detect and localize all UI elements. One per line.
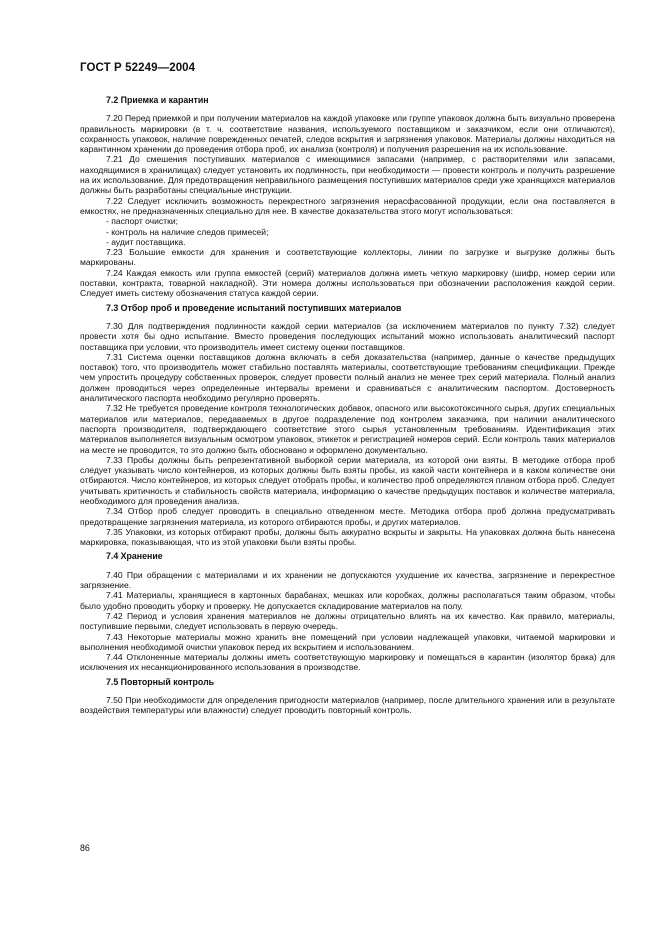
paragraph-7-50: 7.50 При необходимости для определения пригодности материалов (например, после длительного хранения или в результате воздействия температуры или влажности) следует проводить повторный контроль. — [80, 695, 615, 716]
list-item: - контроль на наличие следов примесей; — [106, 226, 269, 237]
paragraph-7-23: 7.23 Большие емкости для хранения и соответствующие коллекторы, линии по загрузке и выгрузке должны быть маркированы. — [80, 247, 615, 268]
paragraph-7-33: 7.33 Пробы должны быть репрезентативной выборкой серии материала, из которой они взяты. В методике отбора проб следует указывать число контейнеров, из которых должны быть взяты пробы, из какой части контейнера и в каком количестве они отбираются. Число контейнеров, из которых следует отобрать пробы, и количество проб определяются планом отбора проб. Следует учитывать критичность и стабильность свойств материала, информацию о качестве предыдущих поставок и количестве материала, необходимого для проведения анализа. — [80, 454, 615, 506]
paragraph-7-41: 7.41 Материалы, хранящиеся в картонных барабанах, мешках или коробках, должны располагаться таким образом, чтобы было удобно проводить уборку и проверку. Не допускается складирование материалов на полу. — [80, 590, 615, 611]
paragraph-7-21: 7.21 До смешения поступивших материалов с имеющимися запасами (например, с растворителями или запасами, находящимися в хранилищах) следует установить их подлинность, при необходимости — провести контроль и получить разрешение на их использование. Для предотвращения неправильного размещения поступивших материалов среди уже хранящихся материалов должны быть разработаны специальные инструкции. — [80, 154, 615, 196]
page-number: 86 — [80, 843, 90, 853]
paragraph-7-32: 7.32 Не требуется проведение контроля технологических добавок, опасного или высокотоксичного сырья, других специальных материалов или материалов, передаваемых в другое подразделение под контролем заказчика, при наличии аналитического паспорта производителя, подтверждающего соответствие этого сырья установленным требованиям. Идентификация этих материалов выполняется визуальным осмотром упаковок, этикеток и регистрацией номеров серий. Если контроль таких материалов на месте не проводится, то это должно быть обосновано и оформлено документально. — [80, 403, 615, 455]
paragraph-7-20: 7.20 Перед приемкой и при получении материалов на каждой упаковке или группе упаковок должна быть визуально проверена правильность маркировки (в т. ч. соответствие названия, используемого поставщиком и заказчиком, если они отличаются), сохранность упаковок, наличие поврежденных печатей, следов вскрытия и загрязнения упаковок. Материалы должны находиться на карантинном хранении до проведения отбора проб, их анализа (контроля) и получения разрешения на их использование. — [80, 113, 615, 155]
paragraph-7-44: 7.44 Отклоненные материалы должны иметь соответствующую маркировку и помещаться в карантин (изолятор брака) для исключения их несанкционированного использования в производстве. — [80, 652, 615, 673]
paragraph-7-35: 7.35 Упаковки, из которых отбирают пробы, должны быть аккуратно вскрыты и закрыты. На упаковках должна быть нанесена маркировка, показывающая, что из этой упаковки были взяты пробы. — [80, 526, 615, 548]
paragraph-7-42: 7.42 Период и условия хранения материалов не должны отрицательно влиять на их качество. Как правило, материалы, поступившие первыми, следует использовать в первую очередь. — [80, 610, 615, 632]
list-item: - паспорт очистки; — [106, 216, 178, 227]
paragraph-7-22: 7.22 Следует исключить возможность перекрестного загрязнения нерасфасованной продукции, если она поставляется в емкостях, не предназначенных специально для нее. В качестве доказательства этого могут использоваться: — [80, 195, 615, 216]
paragraph-7-34: 7.34 Отбор проб следует проводить в специально отведенном месте. Методика отбора проб должна предусматривать предотвращение загрязнения материала, из которого отбираются пробы, и других материалов. — [80, 506, 615, 527]
section-heading-7-5: 7.5 Повторный контроль — [106, 676, 215, 687]
paragraph-7-30: 7.30 Для подтверждения подлинности каждой серии материалов (за исключением материалов по пункту 7.32) следует провести хотя бы одно испытание. Вместо проведения последующих испытаний можно использовать аналитический паспорт поставщика при условии, что производитель имеет систему оценки поставщиков. — [80, 320, 615, 352]
document-body — [80, 95, 615, 716]
section-heading-7-4: 7.4 Хранение — [106, 551, 163, 562]
document-header: ГОСТ Р 52249—2004 — [80, 62, 196, 74]
paragraph-7-40: 7.40 При обращении с материалами и их хранении не допускаются ухудшение их качества, загрязнение и перекрестное загрязнение. — [80, 569, 615, 591]
section-heading-7-3: 7.3 Отбор проб и проведение испытаний поступивших материалов — [106, 302, 402, 313]
paragraph-7-24: 7.24 Каждая емкость или группа емкостей (серий) материалов должна иметь четкую маркировку (шифр, номер серии или поставки, контракта, товарной накладной). Эти номера должны использоваться при обозначении расположения каждой серии. Следует иметь систему обозначения статуса каждой серии. — [80, 267, 615, 299]
paragraph-7-43: 7.43 Некоторые материалы можно хранить вне помещений при условии надлежащей упаковки, читаемой маркировки и выполнения необходимой очистки упаковок перед их вскрытием и использованием. — [80, 631, 615, 652]
list-item: - аудит поставщика. — [106, 236, 186, 247]
paragraph-7-31: 7.31 Система оценки поставщиков должна включать в себя доказательства (например, данные о качестве предыдущих поставок) того, что производитель может стабильно поставлять материалы, соответствующие требованиям спецификации. Прежде чем упростить процедуру собственных проверок, следует провести полный анализ не менее трех серий материала. Полный анализ должен проводиться через определенные интервалы времени и сравниваться с аналитическим паспортом. Достоверность аналитического паспорта необходимо регулярно проверять. — [80, 351, 615, 404]
evidence-list — [80, 216, 615, 247]
section-heading-7-2: 7.2 Приемка и карантин — [106, 95, 209, 105]
